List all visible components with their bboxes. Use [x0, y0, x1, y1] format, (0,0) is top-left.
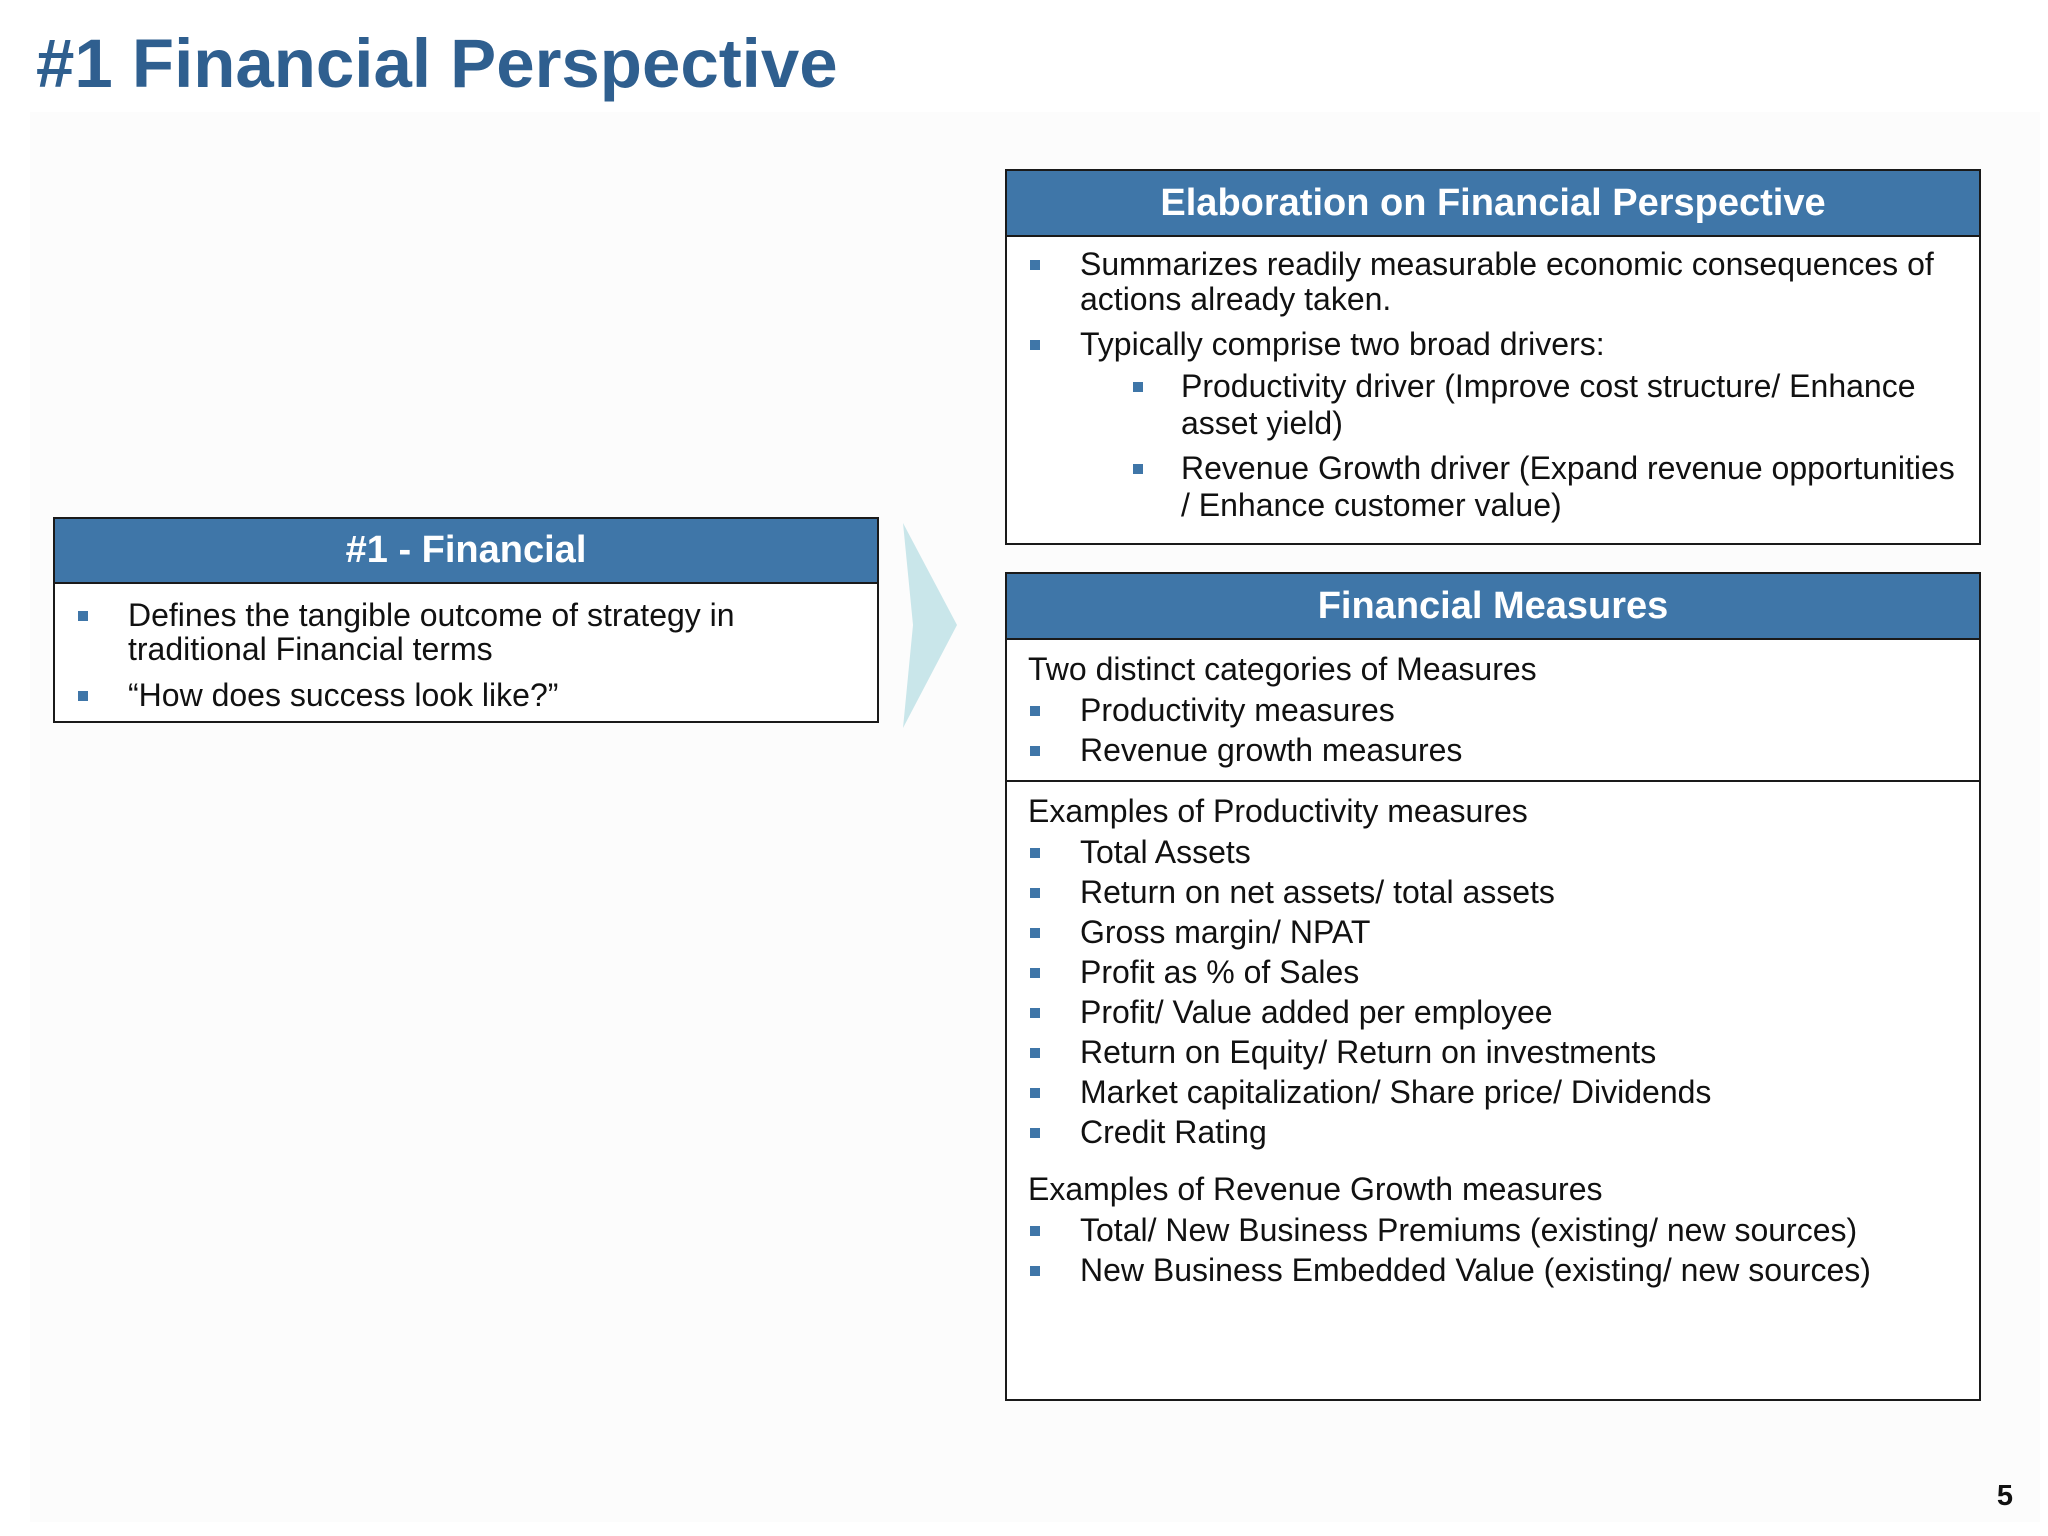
list-item [1080, 327, 1959, 524]
list-item [1181, 450, 1959, 524]
bullet-text: Revenue Growth driver (Expand revenue opportunities / Enhance customer value) [1181, 450, 1955, 523]
section-heading: Two distinct categories of Measures [1028, 651, 1537, 687]
square-bullet-icon [78, 611, 88, 621]
measures-box [1005, 572, 1981, 1401]
square-bullet-icon [1030, 968, 1040, 978]
measures-box-header: Financial Measures [1007, 574, 1979, 640]
list-item [1080, 835, 1959, 870]
bullet-text: Defines the tangible outcome of strategy in traditional Financial terms [128, 597, 735, 667]
bullet-text: Typically comprise two broad drivers: [1080, 326, 1605, 362]
list-item [1080, 1253, 1959, 1288]
list-item [1080, 915, 1959, 950]
financial-box-header: #1 - Financial [55, 519, 877, 584]
elaboration-box-header: Elaboration on Financial Perspective [1007, 171, 1979, 237]
square-bullet-icon [1133, 382, 1143, 392]
list-item [1080, 247, 1959, 317]
chevron-right-icon [903, 523, 957, 728]
bullet-text: Total/ New Business Premiums (existing/ new sources) [1080, 1212, 1858, 1248]
square-bullet-icon [1030, 1008, 1040, 1018]
elaboration-box [1005, 169, 1981, 545]
financial-box [53, 517, 879, 723]
bullet-text: Productivity measures [1080, 692, 1395, 728]
list-item [1080, 1035, 1959, 1070]
square-bullet-icon [1030, 1128, 1040, 1138]
square-bullet-icon [1030, 746, 1040, 756]
bullet-text: “How does success look like?” [128, 677, 559, 713]
list-item [128, 678, 857, 712]
bullet-text: Return on net assets/ total assets [1080, 874, 1555, 910]
list-item [1080, 875, 1959, 910]
section-heading: Examples of Productivity measures [1028, 793, 1528, 829]
square-bullet-icon [1030, 888, 1040, 898]
list-item [1080, 733, 1959, 768]
bullet-text: Revenue growth measures [1080, 732, 1463, 768]
bullet-text: Credit Rating [1080, 1114, 1267, 1150]
bullet-text: Summarizes readily measurable economic consequences of actions already taken. [1080, 246, 1934, 317]
bullet-text: Return on Equity/ Return on investments [1080, 1034, 1657, 1070]
measure-examples-section [1007, 782, 1979, 1288]
productivity-examples-list [1028, 835, 1959, 1150]
list-item [1080, 995, 1959, 1030]
driver-sub-list [1080, 362, 1959, 524]
bullet-text: Profit as % of Sales [1080, 954, 1360, 990]
square-bullet-icon [1030, 1088, 1040, 1098]
page-number: 5 [1996, 1480, 2013, 1512]
list-item [1080, 1115, 1959, 1150]
list-item [1181, 368, 1959, 442]
square-bullet-icon [1030, 706, 1040, 716]
square-bullet-icon [1030, 260, 1040, 270]
square-bullet-icon [1030, 1226, 1040, 1236]
square-bullet-icon [78, 691, 88, 701]
elaboration-bullet-list [1007, 237, 1979, 524]
square-bullet-icon [1030, 1048, 1040, 1058]
square-bullet-icon [1030, 928, 1040, 938]
square-bullet-icon [1030, 848, 1040, 858]
bullet-text: Profit/ Value added per employee [1080, 994, 1553, 1030]
square-bullet-icon [1030, 340, 1040, 350]
square-bullet-icon [1133, 464, 1143, 474]
bullet-text: Market capitalization/ Share price/ Dividends [1080, 1074, 1712, 1110]
financial-bullet-list [55, 584, 877, 712]
section-heading: Examples of Revenue Growth measures [1028, 1171, 1603, 1207]
bullet-text: Total Assets [1080, 834, 1251, 870]
bullet-text: Productivity driver (Improve cost structure/ Enhance asset yield) [1181, 368, 1916, 441]
categories-list [1028, 693, 1959, 768]
revenue-examples-list [1028, 1213, 1959, 1288]
list-item [1080, 1213, 1959, 1248]
list-item [128, 598, 857, 666]
list-item [1080, 693, 1959, 728]
bullet-text: Gross margin/ NPAT [1080, 914, 1371, 950]
list-item [1080, 955, 1959, 990]
square-bullet-icon [1030, 1266, 1040, 1276]
measure-categories-section [1007, 640, 1979, 782]
page-title: #1 Financial Perspective [36, 25, 838, 102]
list-item [1080, 1075, 1959, 1110]
arrow-shape [903, 523, 957, 728]
bullet-text: New Business Embedded Value (existing/ new sources) [1080, 1252, 1871, 1288]
